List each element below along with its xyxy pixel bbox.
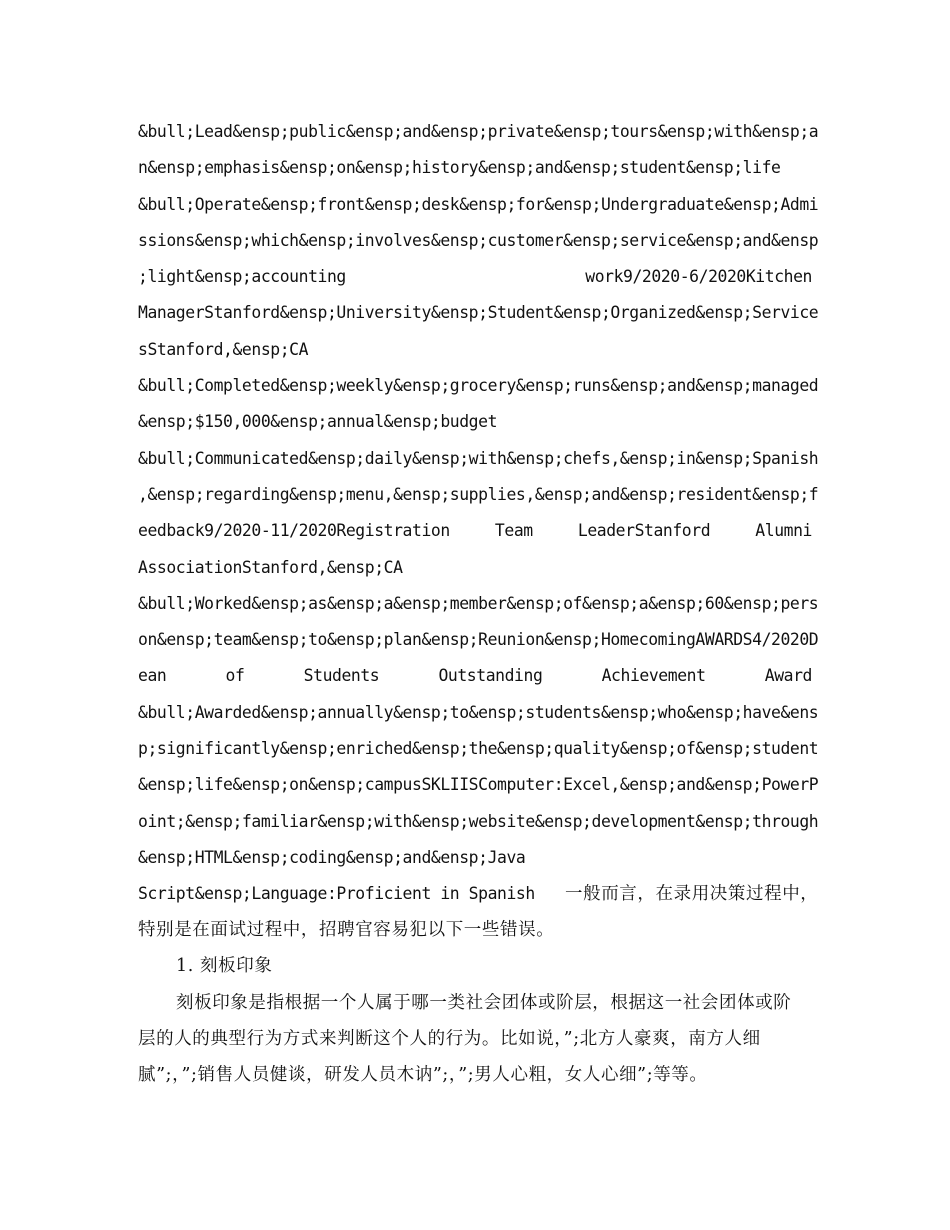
text-line: &bull;Completed&ensp;weekly&ensp;grocery&ensp;runs&ensp;and&ensp;managed bbox=[138, 376, 819, 396]
chinese-text-line: 层的人的典型行为方式来判断这个人的行为。比如说，”;北方人豪爽，南方人细 bbox=[138, 1028, 761, 1049]
chinese-text-line: 腻”;，”;销售人员健谈，研发人员木讷”;，”;男人心粗，女人心细”;等等。 bbox=[138, 1065, 708, 1086]
chinese-text-line-start: 一般而言，在录用决策过程中， bbox=[565, 884, 819, 904]
resume-text-line-end: Script&ensp;Language:Proficient in Spanish bbox=[138, 884, 535, 903]
text-line: ManagerStanford&ensp;University&ensp;Student&ensp;Organized&ensp;Service bbox=[138, 303, 819, 323]
text-line: &ensp;$150,000&ensp;annual&ensp;budget bbox=[138, 412, 498, 432]
mixed-language-line bbox=[138, 876, 828, 912]
chinese-text-line: 特别是在面试过程中，招聘官容易犯以下一些错误。 bbox=[138, 920, 555, 940]
text-line: ;light&ensp;accounting work9/2020-6/2020Kitchen bbox=[138, 267, 812, 287]
resume-text-block bbox=[138, 114, 819, 876]
text-line: n&ensp;emphasis&ensp;on&ensp;history&ensp;and&ensp;student&ensp;life bbox=[138, 158, 781, 178]
text-line: sStanford,&ensp;CA bbox=[138, 339, 309, 359]
text-line: ean of Students Outstanding Achievement Award bbox=[138, 666, 812, 686]
text-line: ssions&ensp;which&ensp;involves&ensp;customer&ensp;service&ensp;and&ensp bbox=[138, 230, 819, 250]
text-line: ,&ensp;regarding&ensp;menu,&ensp;supplies,&ensp;and&ensp;resident&ensp;f bbox=[138, 484, 819, 504]
text-line: &bull;Communicated&ensp;daily&ensp;with&ensp;chefs,&ensp;in&ensp;Spanish bbox=[138, 448, 819, 468]
text-line: on&ensp;team&ensp;to&ensp;plan&ensp;Reunion&ensp;HomecomingAWARDS4/2020D bbox=[138, 630, 819, 650]
text-line: eedback9/2020-11/2020Registration Team LeaderStanford Alumni bbox=[138, 521, 812, 541]
text-line: &ensp;life&ensp;on&ensp;campusSKLIISComputer:Excel,&ensp;and&ensp;PowerP bbox=[138, 775, 819, 795]
text-line: &ensp;HTML&ensp;coding&ensp;and&ensp;Java bbox=[138, 847, 526, 867]
text-line: &bull;Worked&ensp;as&ensp;a&ensp;member&ensp;of&ensp;a&ensp;60&ensp;pers bbox=[138, 593, 819, 613]
text-line: &bull;Lead&ensp;public&ensp;and&ensp;private&ensp;tours&ensp;with&ensp;a bbox=[138, 122, 819, 141]
chinese-text-line: 1. 刻板印象 bbox=[176, 956, 273, 977]
text-line: p;significantly&ensp;enriched&ensp;the&ensp;quality&ensp;of&ensp;student bbox=[138, 739, 819, 759]
text-line: oint;&ensp;familiar&ensp;with&ensp;website&ensp;development&ensp;through bbox=[138, 811, 819, 831]
chinese-text-line: 刻板印象是指根据一个人属于哪一类社会团体或阶层，根据这一社会团体或阶 bbox=[176, 992, 792, 1013]
chinese-paragraph-block bbox=[138, 912, 828, 1093]
text-line: &bull;Operate&ensp;front&ensp;desk&ensp;for&ensp;Undergraduate&ensp;Admi bbox=[138, 194, 819, 214]
text-line: AssociationStanford,&ensp;CA bbox=[138, 557, 403, 577]
text-line: &bull;Awarded&ensp;annually&ensp;to&ensp;students&ensp;who&ensp;have&ens bbox=[138, 702, 819, 722]
